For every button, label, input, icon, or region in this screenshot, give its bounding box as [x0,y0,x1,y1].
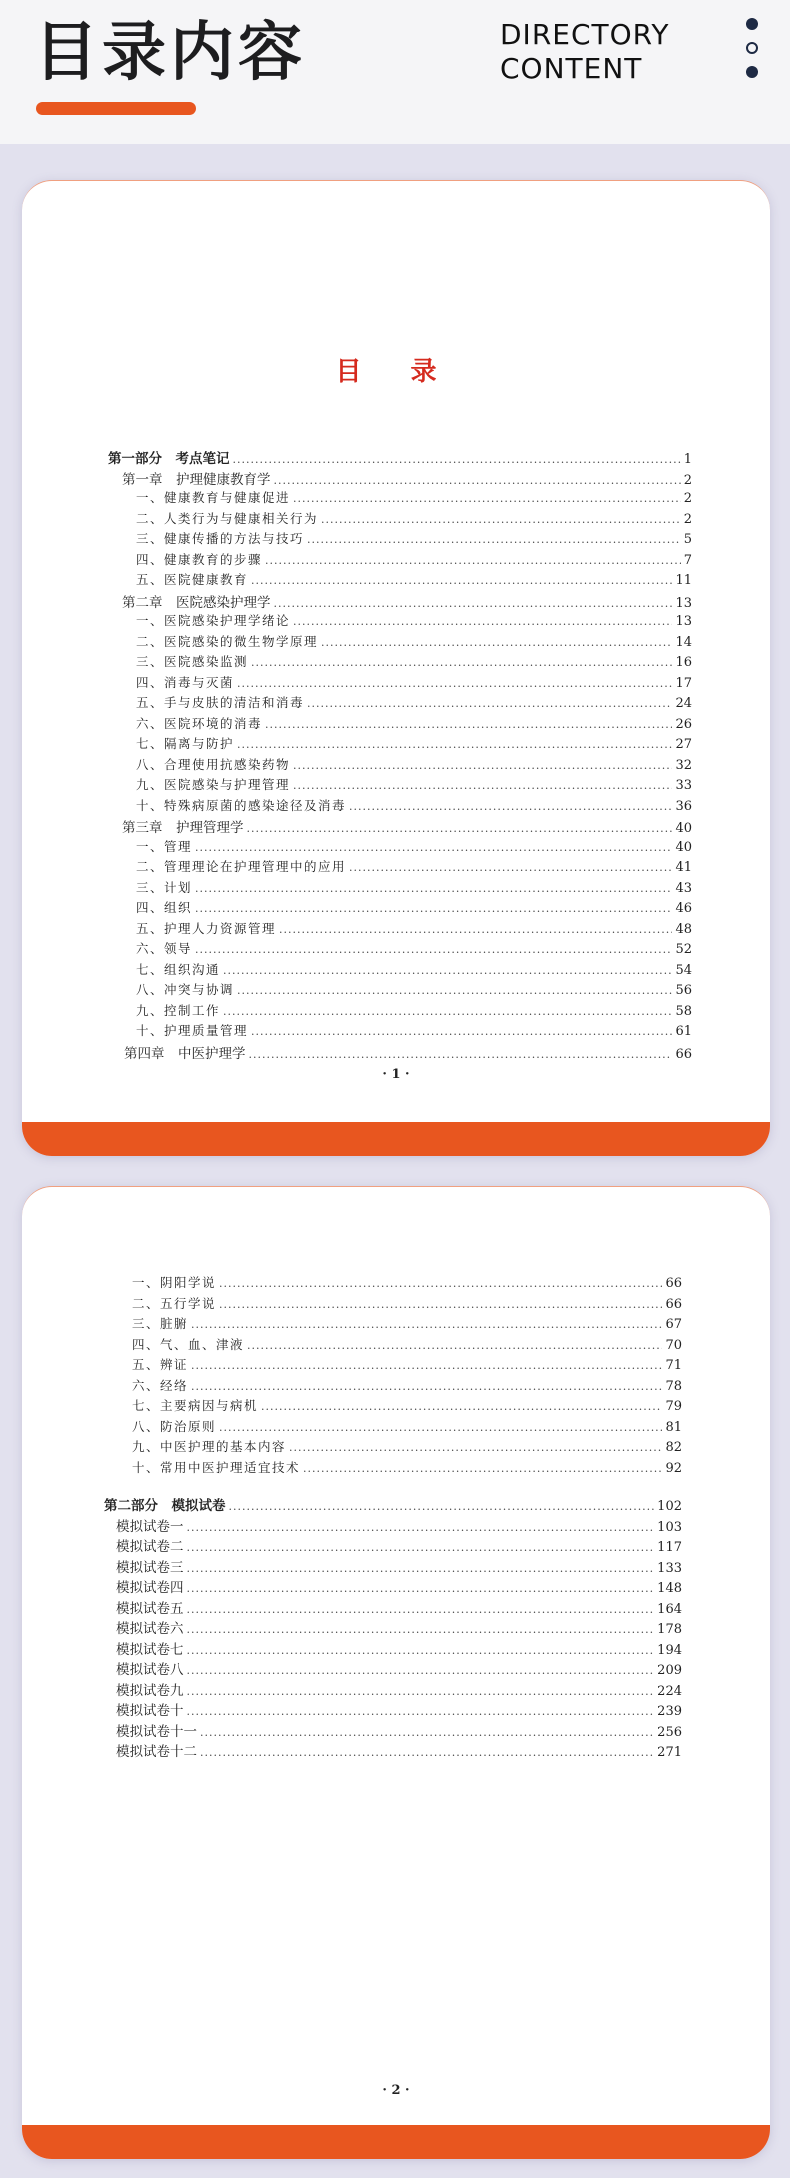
toc-entry-page: 43 [675,880,692,896]
dot-leader [195,882,672,895]
english-title [500,18,669,86]
dot-leader [321,513,681,526]
toc-entry-title: 四、气、血、津液 [132,1336,245,1352]
page-footer-band [22,1122,770,1156]
toc-entry [108,447,692,467]
dot-leader [293,615,672,628]
toc-entry-page: 16 [675,655,692,670]
toc-entry-page: 2 [683,472,692,488]
dot-leader [279,923,672,936]
toc-page-2 [22,1186,770,2159]
toc-entry-page: 271 [657,1745,682,1760]
toc-entry [132,1314,682,1334]
english-title-line-1: DIRECTORY [500,18,670,51]
toc-entry-page: 33 [675,778,692,793]
toc-entry [116,1576,682,1596]
dot-leader [191,1318,662,1331]
toc-entry [136,775,692,795]
dot-leader [251,574,672,587]
toc-entry-title: 第四章 中医护理学 [124,1045,246,1062]
dot-leader [191,1359,662,1372]
dot-leader [349,861,672,874]
toc-entry-page: 133 [657,1560,682,1576]
toc-entry [122,816,692,836]
toc-entry-page: 5 [683,532,692,547]
toc-entry [116,1638,682,1658]
toc-entry [136,898,692,918]
dot-leader [303,1462,662,1475]
toc-entry-page: 36 [675,798,692,814]
toc-entry-page: 239 [657,1704,682,1719]
dot-leader [187,1664,655,1677]
toc-entry [136,755,692,775]
toc-entry-title: 二、医院感染的微生物学原理 [136,633,319,649]
toc-entry-page: 256 [657,1724,682,1740]
toc-entry-page: 61 [675,1024,692,1039]
toc-entry-page: 66 [665,1276,682,1291]
toc-entry [136,509,692,529]
toc-entry [122,468,692,488]
dot-leader [187,1582,655,1595]
dot-leader [265,554,681,567]
dot-leader [187,1521,655,1534]
dot-leader [223,1005,672,1018]
dot-leader [187,1705,655,1718]
toc-entry-page: 2 [683,491,692,506]
toc-entry [136,488,692,508]
toc-entry-title: 三、健康传播的方法与技巧 [136,531,305,546]
toc-entry-title: 第二章 医院感染护理学 [122,594,271,611]
toc-entry-page: 7 [683,552,692,568]
toc-entry-title: 模拟试卷五 [116,1600,184,1617]
toc-entry-title: 四、健康教育的步骤 [136,551,263,567]
toc-entry-page: 58 [675,1003,692,1019]
toc-entry-page: 1 [683,452,692,467]
dot-leader [307,533,681,546]
toc-entry-page: 92 [665,1460,682,1476]
toc-entry-page: 40 [675,821,692,836]
toc-entry [136,570,692,590]
toc-entry-page: 13 [675,614,692,629]
dot-leader [200,1726,654,1739]
toc-entry-page: 79 [665,1399,682,1414]
dot-leader [349,800,672,813]
toc-entry-title: 五、手与皮肤的清洁和消毒 [136,695,305,710]
toc-entry-page: 13 [675,595,692,611]
toc-entry [136,960,692,980]
toc-entry [136,652,692,672]
dot-icon [746,18,758,30]
toc-entry-title: 模拟试卷七 [116,1641,184,1658]
toc-entry-title: 一、阴阳学说 [132,1275,217,1290]
toc-entry-title: 七、隔离与防护 [136,736,235,751]
toc-entry-title: 二、五行学说 [132,1295,217,1311]
toc-entry [116,1597,682,1617]
dot-leader [195,841,672,854]
dot-leader [265,718,672,731]
toc-entry-page: 2 [683,511,692,527]
toc-entry-page: 32 [675,757,692,773]
toc-entry-page: 209 [657,1663,682,1678]
toc-heading: 目 录 [335,357,457,387]
header-bar [0,0,790,144]
dot-leader [307,697,672,710]
dot-leader [219,1421,662,1434]
toc-entry-page: 66 [675,1046,692,1062]
toc-entry [132,1376,682,1396]
toc-entry-title: 一、医院感染护理学绪论 [136,613,291,628]
toc-entry [136,939,692,959]
dot-leader [187,1644,655,1657]
toc-entry-page: 224 [657,1683,682,1699]
toc-entry-title: 五、护理人力资源管理 [136,920,277,936]
dot-leader [293,492,681,505]
dot-leader [237,677,672,690]
toc-entry-page: 178 [657,1622,682,1637]
toc-page-1 [22,180,770,1156]
toc-entry-title: 第二部分 模拟试卷 [104,1498,226,1514]
page-footer-band [22,2125,770,2159]
toc-entry-page: 40 [675,839,692,855]
dot-leader [274,597,673,610]
toc-entry [132,1335,682,1355]
toc-entry [132,1294,682,1314]
dot-leader [321,636,672,649]
toc-entry-title: 十、常用中医护理适宜技术 [132,1459,301,1475]
dot-leader [195,902,672,915]
toc-entry-title: 七、组织沟通 [136,961,221,977]
toc-entry [136,919,692,939]
dot-leader [237,738,672,751]
toc-entry-page: 41 [675,860,692,875]
toc-entry [136,693,692,713]
dot-leader [187,1685,655,1698]
toc-entry [136,673,692,693]
toc-entry-title: 模拟试卷二 [116,1539,184,1555]
dot-leader [274,474,681,487]
toc-entry [132,1417,682,1437]
toc-entry [136,878,692,898]
toc-entry [136,837,692,857]
toc-entry-page: 14 [675,634,692,650]
toc-entry [132,1458,682,1478]
dot-leader [187,1603,655,1616]
toc-entry-title: 七、主要病因与病机 [132,1398,259,1413]
dot-leader [247,822,673,835]
toc-entry-title: 模拟试卷六 [116,1621,184,1637]
title-accent-bar [36,102,196,115]
toc-entry [116,1699,682,1719]
toc-entry-title: 九、控制工作 [136,1002,221,1018]
ring-dot-icon [746,42,758,54]
toc-entry [136,714,692,734]
toc-entry-title: 八、防治原则 [132,1418,217,1434]
toc-entry [136,980,692,1000]
toc-entry-title: 模拟试卷十二 [116,1744,197,1760]
toc-entry-title: 十、护理质量管理 [136,1023,249,1038]
toc-entry-page: 66 [665,1296,682,1312]
dot-leader [187,1562,655,1575]
toc-entry [132,1437,682,1457]
toc-entry-page: 48 [675,921,692,937]
toc-entry-page: 26 [675,716,692,732]
toc-entry-page: 194 [657,1642,682,1658]
toc-entry [104,1494,682,1514]
dot-leader [187,1623,655,1636]
toc-entry [116,1556,682,1576]
toc-entry [136,529,692,549]
dot-leader [251,656,672,669]
toc-entry-title: 模拟试卷八 [116,1662,184,1678]
toc-entry [136,796,692,816]
toc-entry-page: 148 [657,1581,682,1596]
toc-entry-title: 第一部分 考点笔记 [108,451,230,467]
dot-leader [219,1298,662,1311]
toc-entry-page: 54 [675,962,692,978]
toc-entry-page: 67 [665,1317,682,1332]
toc-entry [132,1355,682,1375]
toc-entry-title: 一、健康教育与健康促进 [136,490,291,505]
toc-entry-title: 四、消毒与灭菌 [136,674,235,690]
toc-entry-page: 78 [665,1378,682,1394]
toc-entry-title: 十、特殊病原菌的感染途径及消毒 [136,797,347,813]
dot-leader [200,1746,654,1759]
toc-entry-page: 81 [665,1419,682,1435]
toc-entry-page: 70 [665,1337,682,1353]
toc-entry [122,591,692,611]
toc-entry-page: 24 [675,696,692,711]
toc-entry-page: 103 [657,1519,682,1535]
toc-entry [116,1535,682,1555]
dot-leader [293,779,672,792]
toc-entry-title: 模拟试卷四 [116,1580,184,1596]
dot-leader [233,453,681,466]
page-title: 目录内容 [34,16,306,90]
toc-entry-page: 117 [657,1540,682,1555]
toc-entry [116,1740,682,1760]
toc-entry [116,1617,682,1637]
toc-entry-title: 第一章 护理健康教育学 [122,471,271,488]
dot-leader [261,1400,662,1413]
toc-entry [136,1001,692,1021]
toc-entry [116,1515,682,1535]
dot-leader [247,1339,662,1352]
toc-entry [136,611,692,631]
toc-entry [116,1720,682,1740]
toc-entry-title: 八、冲突与协调 [136,982,235,997]
decorative-dots [746,18,760,90]
toc-entry-title: 九、医院感染与护理管理 [136,777,291,792]
toc-entry [124,1042,692,1062]
toc-entry-title: 模拟试卷九 [116,1682,184,1699]
toc-entry-title: 模拟试卷十 [116,1703,184,1719]
toc-entry-title: 三、医院感染监测 [136,654,249,669]
dot-icon [746,66,758,78]
toc-entry [116,1658,682,1678]
toc-entry-page: 46 [675,901,692,916]
toc-entry [136,1021,692,1041]
toc-entry-title: 五、辨证 [132,1357,189,1372]
toc-entry-page: 17 [675,675,692,691]
toc-entry [136,550,692,570]
toc-entry [136,857,692,877]
toc-entry [132,1273,682,1293]
dot-leader [219,1277,662,1290]
toc-entry-title: 模拟试卷十一 [116,1723,197,1740]
toc-entry-title: 五、医院健康教育 [136,572,249,587]
toc-entry-page: 164 [657,1601,682,1617]
dot-leader [229,1500,655,1513]
toc-entry-title: 六、领导 [136,941,193,956]
dot-leader [237,984,672,997]
toc-entry-page: 52 [675,942,692,957]
toc-entry [132,1396,682,1416]
toc-entry-page: 102 [657,1499,682,1514]
toc-entry [136,632,692,652]
toc-entry-page: 82 [665,1440,682,1455]
dot-leader [289,1441,662,1454]
toc-entry-page: 11 [675,573,692,588]
toc-entry-title: 三、计划 [136,879,193,895]
toc-entry-page: 27 [675,737,692,752]
toc-entry-title: 三、脏腑 [132,1316,189,1331]
toc-entry-title: 四、组织 [136,900,193,915]
dot-leader [223,964,672,977]
toc-entry-title: 二、管理理论在护理管理中的应用 [136,859,347,874]
dot-leader [191,1380,662,1393]
toc-entry-title: 六、医院环境的消毒 [136,715,263,731]
dot-leader [195,943,672,956]
toc-entry-title: 九、中医护理的基本内容 [132,1439,287,1454]
dot-leader [249,1048,673,1061]
toc-entry-title: 模拟试卷一 [116,1518,184,1535]
page-number: · 2 · [382,2083,410,2098]
toc-entry-title: 模拟试卷三 [116,1559,184,1576]
toc-entry-title: 第三章 护理管理学 [122,820,244,836]
toc-entry-title: 一、管理 [136,838,193,854]
page-number: · 1 · [382,1067,410,1082]
dot-leader [187,1541,655,1554]
toc-entry [116,1679,682,1699]
toc-entry-title: 二、人类行为与健康相关行为 [136,510,319,526]
toc-entry [136,734,692,754]
toc-entry-title: 六、经络 [132,1377,189,1393]
toc-entry-page: 71 [665,1358,682,1373]
english-title-line-2: CONTENT [500,52,643,85]
toc-entry-title: 八、合理使用抗感染药物 [136,756,291,772]
dot-leader [251,1025,672,1038]
toc-entry-page: 56 [675,983,692,998]
dot-leader [293,759,672,772]
